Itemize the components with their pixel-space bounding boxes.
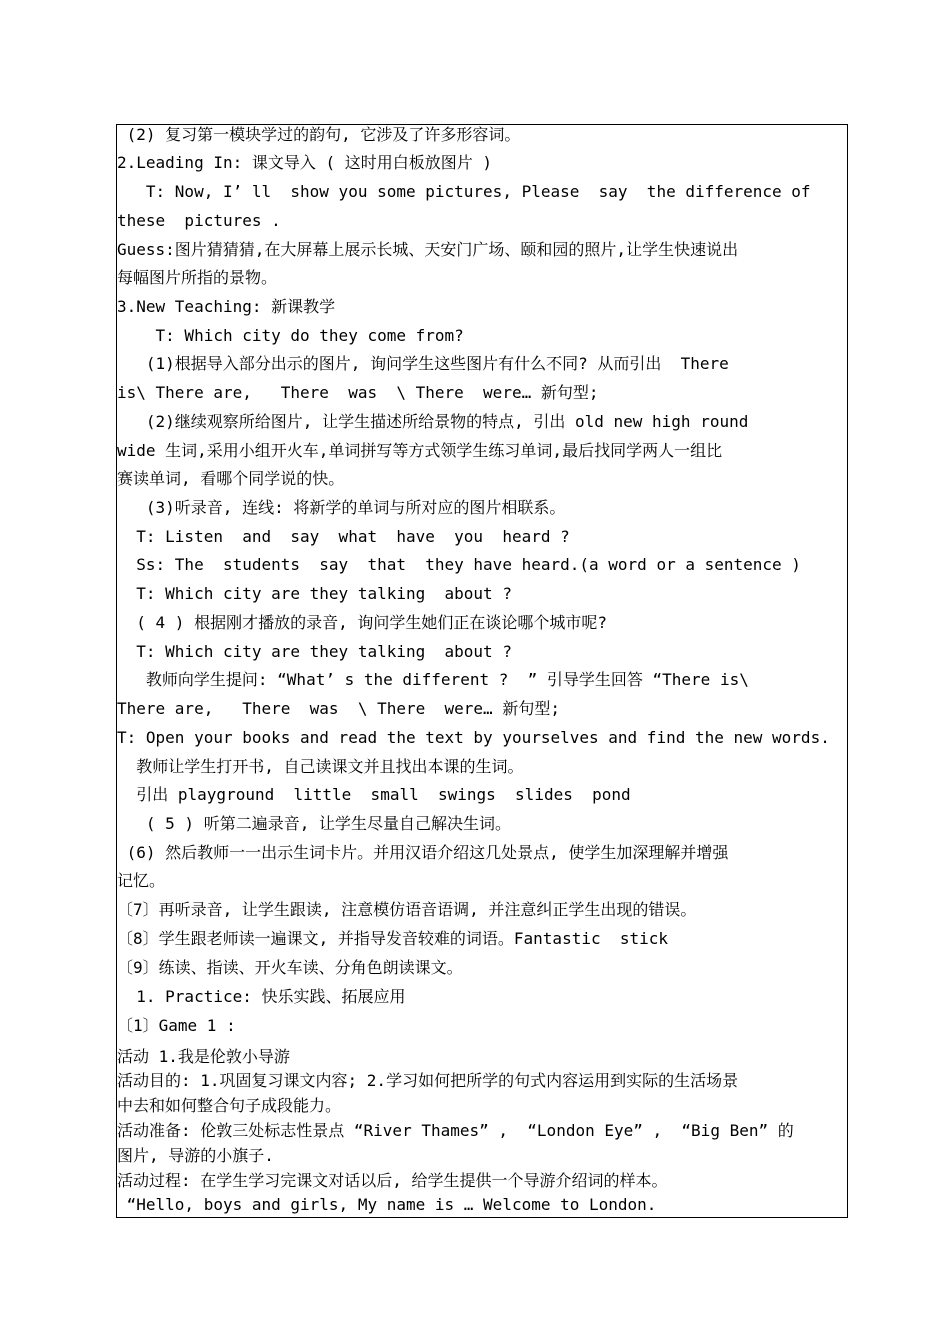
text-line: Ss: The students say that they have heard.(a word or a sentence ): [117, 555, 801, 574]
text-line: (1)根据导入部分出示的图片, 询问学生这些图片有什么不同? 从而引出 There: [117, 354, 729, 373]
lesson-plan-table-cell: [116, 124, 848, 1218]
text-line: 每幅图片所指的景物。: [117, 268, 278, 287]
text-line: 1. Practice: 快乐实践、拓展应用: [117, 987, 406, 1006]
text-line: Guess:图片猜猜猜,在大屏幕上展示长城、天安门广场、颐和园的照片,让学生快速说出: [117, 240, 739, 259]
text-line: 2.Leading In: 课文导入 ( 这时用白板放图片 ): [117, 153, 493, 172]
text-line: 活动过程: 在学生学习完课文对话以后, 给学生提供一个导游介绍词的样本。: [117, 1171, 668, 1190]
text-line: (6) 然后教师一一出示生词卡片。并用汉语介绍这几处景点, 使学生加深理解并增强: [117, 843, 729, 862]
text-line: (2) 复习第一模块学过的韵句, 它涉及了许多形容词。: [117, 125, 521, 144]
text-line: There are, There was \ There were… 新句型;: [117, 699, 560, 718]
text-line: T: Which city do they come from?: [117, 326, 464, 345]
text-line: T: Which city are they talking about ?: [117, 642, 512, 661]
text-line: 记忆。: [117, 871, 166, 890]
text-line: 活动 1.我是伦敦小导游: [117, 1047, 290, 1066]
text-line: (3)听录音, 连线: 将新学的单词与所对应的图片相联系。: [117, 498, 566, 517]
text-line: ( 4 ) 根据刚才播放的录音, 询问学生她们正在谈论哪个城市呢?: [117, 613, 607, 632]
text-line: these pictures .: [117, 211, 281, 230]
text-line: T: Listen and say what have you heard ?: [117, 527, 570, 546]
text-line: T: Now, I’ ll show you some pictures, Please say the difference of: [117, 182, 811, 201]
text-line: 中去和如何整合句子成段能力。: [117, 1096, 342, 1115]
text-line: 〔9〕练读、指读、开火车读、分角色朗读课文。: [117, 958, 463, 977]
text-line: “Hello, boys and girls, My name is … Welcome to London.: [117, 1195, 657, 1214]
text-line: wide 生词,采用小组开火车,单词拼写等方式领学生练习单词,最后找同学两人一组比: [117, 441, 723, 460]
text-line: 引出 playground little small swings slides pond: [117, 785, 631, 804]
text-line: 活动目的: 1.巩固复习课文内容; 2.学习如何把所学的句式内容运用到实际的生活场景: [117, 1071, 739, 1090]
text-line: is\ There are, There was \ There were… 新句型;: [117, 383, 599, 402]
text-line: T: Open your books and read the text by yourselves and find the new words.: [117, 728, 830, 747]
text-line: 〔1〕Game 1 :: [117, 1016, 236, 1035]
text-line: 赛读单词, 看哪个同学说的快。: [117, 469, 345, 488]
text-line: ( 5 ) 听第二遍录音, 让学生尽量自己解决生词。: [117, 814, 511, 833]
text-line: (2)继续观察所给图片, 让学生描述所给景物的特点, 引出 old new high round: [117, 412, 749, 431]
text-line: 教师向学生提问: “What’ s the different ? ” 引导学生回答 “There is\: [117, 670, 749, 689]
text-line: 〔8〕学生跟老师读一遍课文, 并指导发音较难的词语。Fantastic stick: [117, 929, 669, 948]
text-line: 教师让学生打开书, 自己读课文并且找出本课的生词。: [117, 757, 524, 776]
text-line: 3.New Teaching: 新课教学: [117, 297, 336, 316]
text-line: 〔7〕再听录音, 让学生跟读, 注意模仿语音语调, 并注意纠正学生出现的错误。: [117, 900, 697, 919]
text-line: T: Which city are they talking about ?: [117, 584, 512, 603]
text-line: 图片, 导游的小旗子.: [117, 1146, 274, 1165]
text-line: 活动准备: 伦敦三处标志性景点 “River Thames” , “London Eye” , “Big Ben” 的: [117, 1121, 794, 1140]
